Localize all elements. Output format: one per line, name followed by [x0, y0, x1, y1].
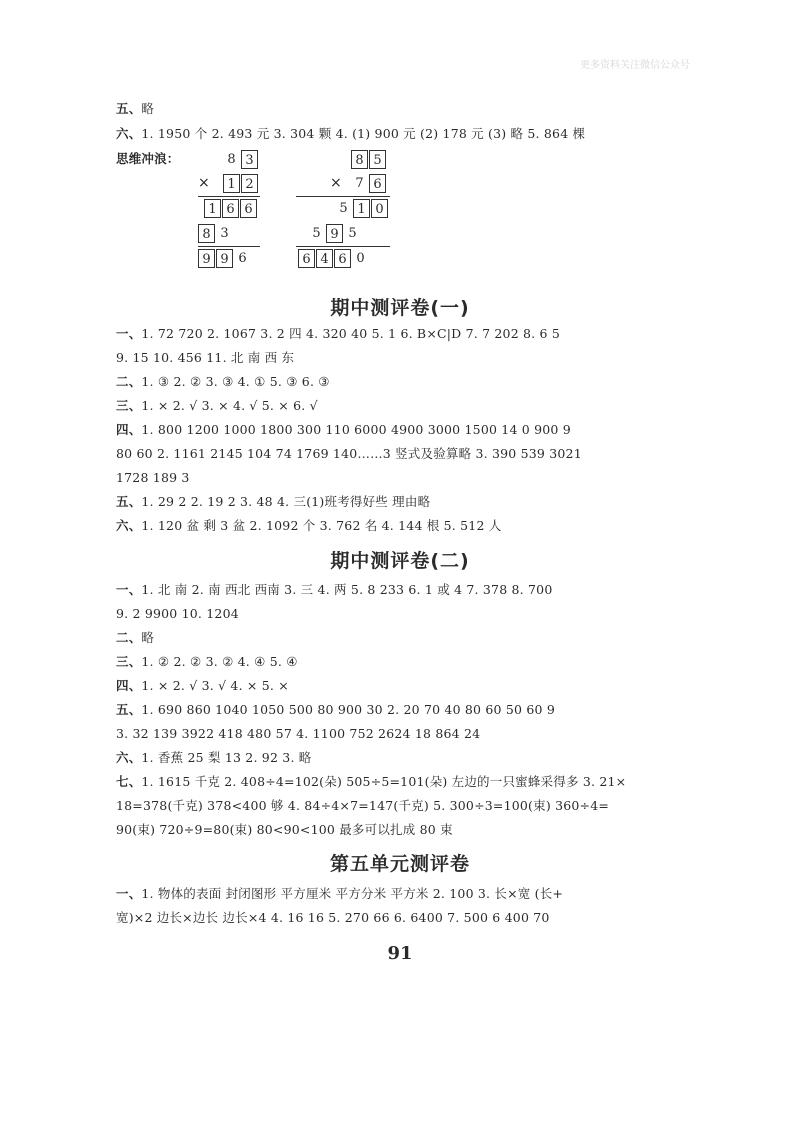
section-label: 四、	[116, 422, 142, 437]
puzzle-box: 9	[326, 224, 343, 243]
multiply-sign: ×	[330, 175, 342, 191]
answer-text: 1. 120 盆 剩 3 盆 2. 1092 个 3. 762 名 4. 144 根 5. 512 人	[141, 518, 502, 533]
answer-text: 宽)×2 边长×边长 边长×4 4. 16 16 5. 270 66 6. 6400 7. 500 6 400 70	[116, 910, 550, 925]
answer-line	[116, 125, 585, 143]
answer-text: 1. 800 1200 1000 1800 300 110 6000 4900 3000 1500 14 0 900 9	[141, 422, 571, 437]
answer-text: 1. × 2. √ 3. √ 4. × 5. ×	[141, 678, 289, 693]
section-label: 七、	[116, 774, 142, 789]
section-label: 三、	[116, 398, 142, 413]
section-label: 五、	[116, 101, 142, 116]
section-label: 六、	[116, 518, 142, 533]
puzzle-digit: 5	[348, 226, 357, 241]
answer-text: 80 60 2. 1161 2145 104 74 1769 140……3 竖式及验算略 3. 390 539 3021	[116, 446, 582, 461]
answer-text: 1. 物体的表面 封闭图形 平方厘米 平方分米 平方米 2. 100 3. 长×宽 (长+	[141, 886, 564, 901]
puzzle-box: 1	[204, 199, 221, 218]
multiply-sign: ×	[198, 175, 210, 191]
section-heading: 第五单元测评卷	[329, 853, 470, 875]
section-label: 四、	[116, 678, 142, 693]
puzzle-box: 1	[223, 174, 240, 193]
puzzle-box: 2	[241, 174, 258, 193]
answer-line	[116, 677, 289, 695]
answer-line	[116, 349, 294, 367]
puzzle-box: 8	[351, 150, 368, 169]
answer-text: 18=378(千克) 378<400 够 4. 84÷4×7=147(千克) 5. 300÷3=100(束) 360÷4=	[116, 798, 610, 813]
page-number: 91	[387, 943, 413, 964]
puzzle-box: 3	[241, 150, 258, 169]
answer-line	[116, 725, 480, 743]
section-label: 三、	[116, 654, 142, 669]
answer-text: 略	[141, 101, 155, 116]
section-heading: 期中测评卷(二)	[330, 550, 470, 572]
answer-text: 3. 32 139 3922 418 480 57 4. 1100 752 2624 18 864 24	[116, 726, 481, 741]
puzzle-rule	[296, 196, 390, 197]
section-label: 一、	[116, 582, 142, 597]
answer-text: 1. 1950 个 2. 493 元 3. 304 颗 4. (1) 900 元 (2) 178 元 (3) 略 5. 864 棵	[141, 126, 586, 141]
puzzle-box: 9	[216, 249, 233, 268]
answer-text: 略	[141, 630, 155, 645]
answer-text: 1. 1615 千克 2. 408÷4=102(朵) 505÷5=101(朵) 左边的一只蜜蜂采得多 3. 21×	[141, 774, 627, 789]
puzzle-box: 1	[353, 199, 370, 218]
answer-text: 9. 15 10. 456 11. 北 南 西 东	[116, 350, 295, 365]
puzzle-digit: 5	[312, 226, 321, 241]
puzzle-box: 4	[316, 249, 333, 268]
puzzle-box: 6	[222, 199, 239, 218]
answer-line	[116, 797, 609, 815]
section-label: 一、	[116, 886, 142, 901]
section-label: 一、	[116, 326, 142, 341]
answer-text: 1. 香蕉 25 梨 13 2. 92 3. 略	[141, 750, 312, 765]
puzzle-rule	[198, 246, 260, 247]
answer-line	[116, 469, 190, 487]
answer-text: 1. ② 2. ② 3. ② 4. ④ 5. ④	[141, 654, 298, 669]
answer-line	[116, 749, 312, 767]
puzzle-box: 9	[198, 249, 215, 268]
answer-line	[116, 821, 453, 839]
puzzle-box: 6	[240, 199, 257, 218]
answer-line	[116, 581, 553, 599]
section-label: 二、	[116, 630, 142, 645]
answer-line	[116, 701, 555, 719]
section-label: 五、	[116, 702, 142, 717]
section-label: 五、	[116, 494, 142, 509]
answer-text: 1. 72 720 2. 1067 3. 2 四 4. 320 40 5. 1 6. B×C|D 7. 7 202 8. 6 5	[141, 326, 561, 341]
answer-line	[116, 445, 582, 463]
puzzle-box: 5	[369, 150, 386, 169]
puzzle-box: 6	[298, 249, 315, 268]
answer-line	[116, 100, 154, 118]
puzzle-box: 0	[371, 199, 388, 218]
answer-text: 1. × 2. √ 3. × 4. √ 5. × 6. √	[141, 398, 318, 413]
puzzle-box: 6	[369, 174, 386, 193]
answer-line	[116, 517, 501, 535]
puzzle-digit: 8	[227, 152, 236, 167]
answer-line	[116, 493, 430, 511]
answer-text: 1. 29 2 2. 19 2 3. 48 4. 三(1)班考得好些 理由略	[141, 494, 431, 509]
section-label: 六、	[116, 750, 142, 765]
answer-line	[116, 373, 330, 391]
answer-text: 90(束) 720÷9=80(束) 80<90<100 最多可以扎成 80 束	[116, 822, 453, 837]
puzzle-digit: 3	[220, 226, 229, 241]
answer-text: 1. 690 860 1040 1050 500 80 900 30 2. 20 70 40 80 60 50 60 9	[141, 702, 555, 717]
puzzle-rule	[198, 196, 260, 197]
answer-line	[116, 150, 180, 168]
section-heading: 期中测评卷(一)	[330, 297, 470, 319]
answer-line	[116, 421, 571, 439]
answer-line	[116, 885, 563, 903]
answer-text: 9. 2 9900 10. 1204	[116, 606, 239, 621]
puzzle-digit: 7	[355, 176, 364, 191]
puzzle-box: 6	[334, 249, 351, 268]
answer-line	[116, 397, 318, 415]
puzzle-digit: 0	[356, 251, 365, 266]
puzzle-box: 8	[198, 224, 215, 243]
answer-line	[116, 653, 298, 671]
section-label: 二、	[116, 374, 142, 389]
section-label: 六、	[116, 126, 142, 141]
answer-line	[116, 325, 560, 343]
answer-line	[116, 773, 626, 791]
answer-line	[116, 909, 550, 927]
answer-text: 1728 189 3	[116, 470, 190, 485]
puzzle-rule	[296, 246, 390, 247]
watermark: 更多资料关注微信公众号	[580, 60, 690, 71]
answer-line	[116, 605, 239, 623]
puzzle-digit: 6	[238, 251, 247, 266]
answer-text: 1. 北 南 2. 南 西北 西南 3. 三 4. 两 5. 8 233 6. 1 或 4 7. 378 8. 700	[141, 582, 553, 597]
section-label: 思维冲浪：	[116, 151, 180, 166]
answer-line	[116, 629, 154, 647]
answer-text: 1. ③ 2. ② 3. ③ 4. ① 5. ③ 6. ③	[141, 374, 330, 389]
puzzle-digit: 5	[339, 201, 348, 216]
